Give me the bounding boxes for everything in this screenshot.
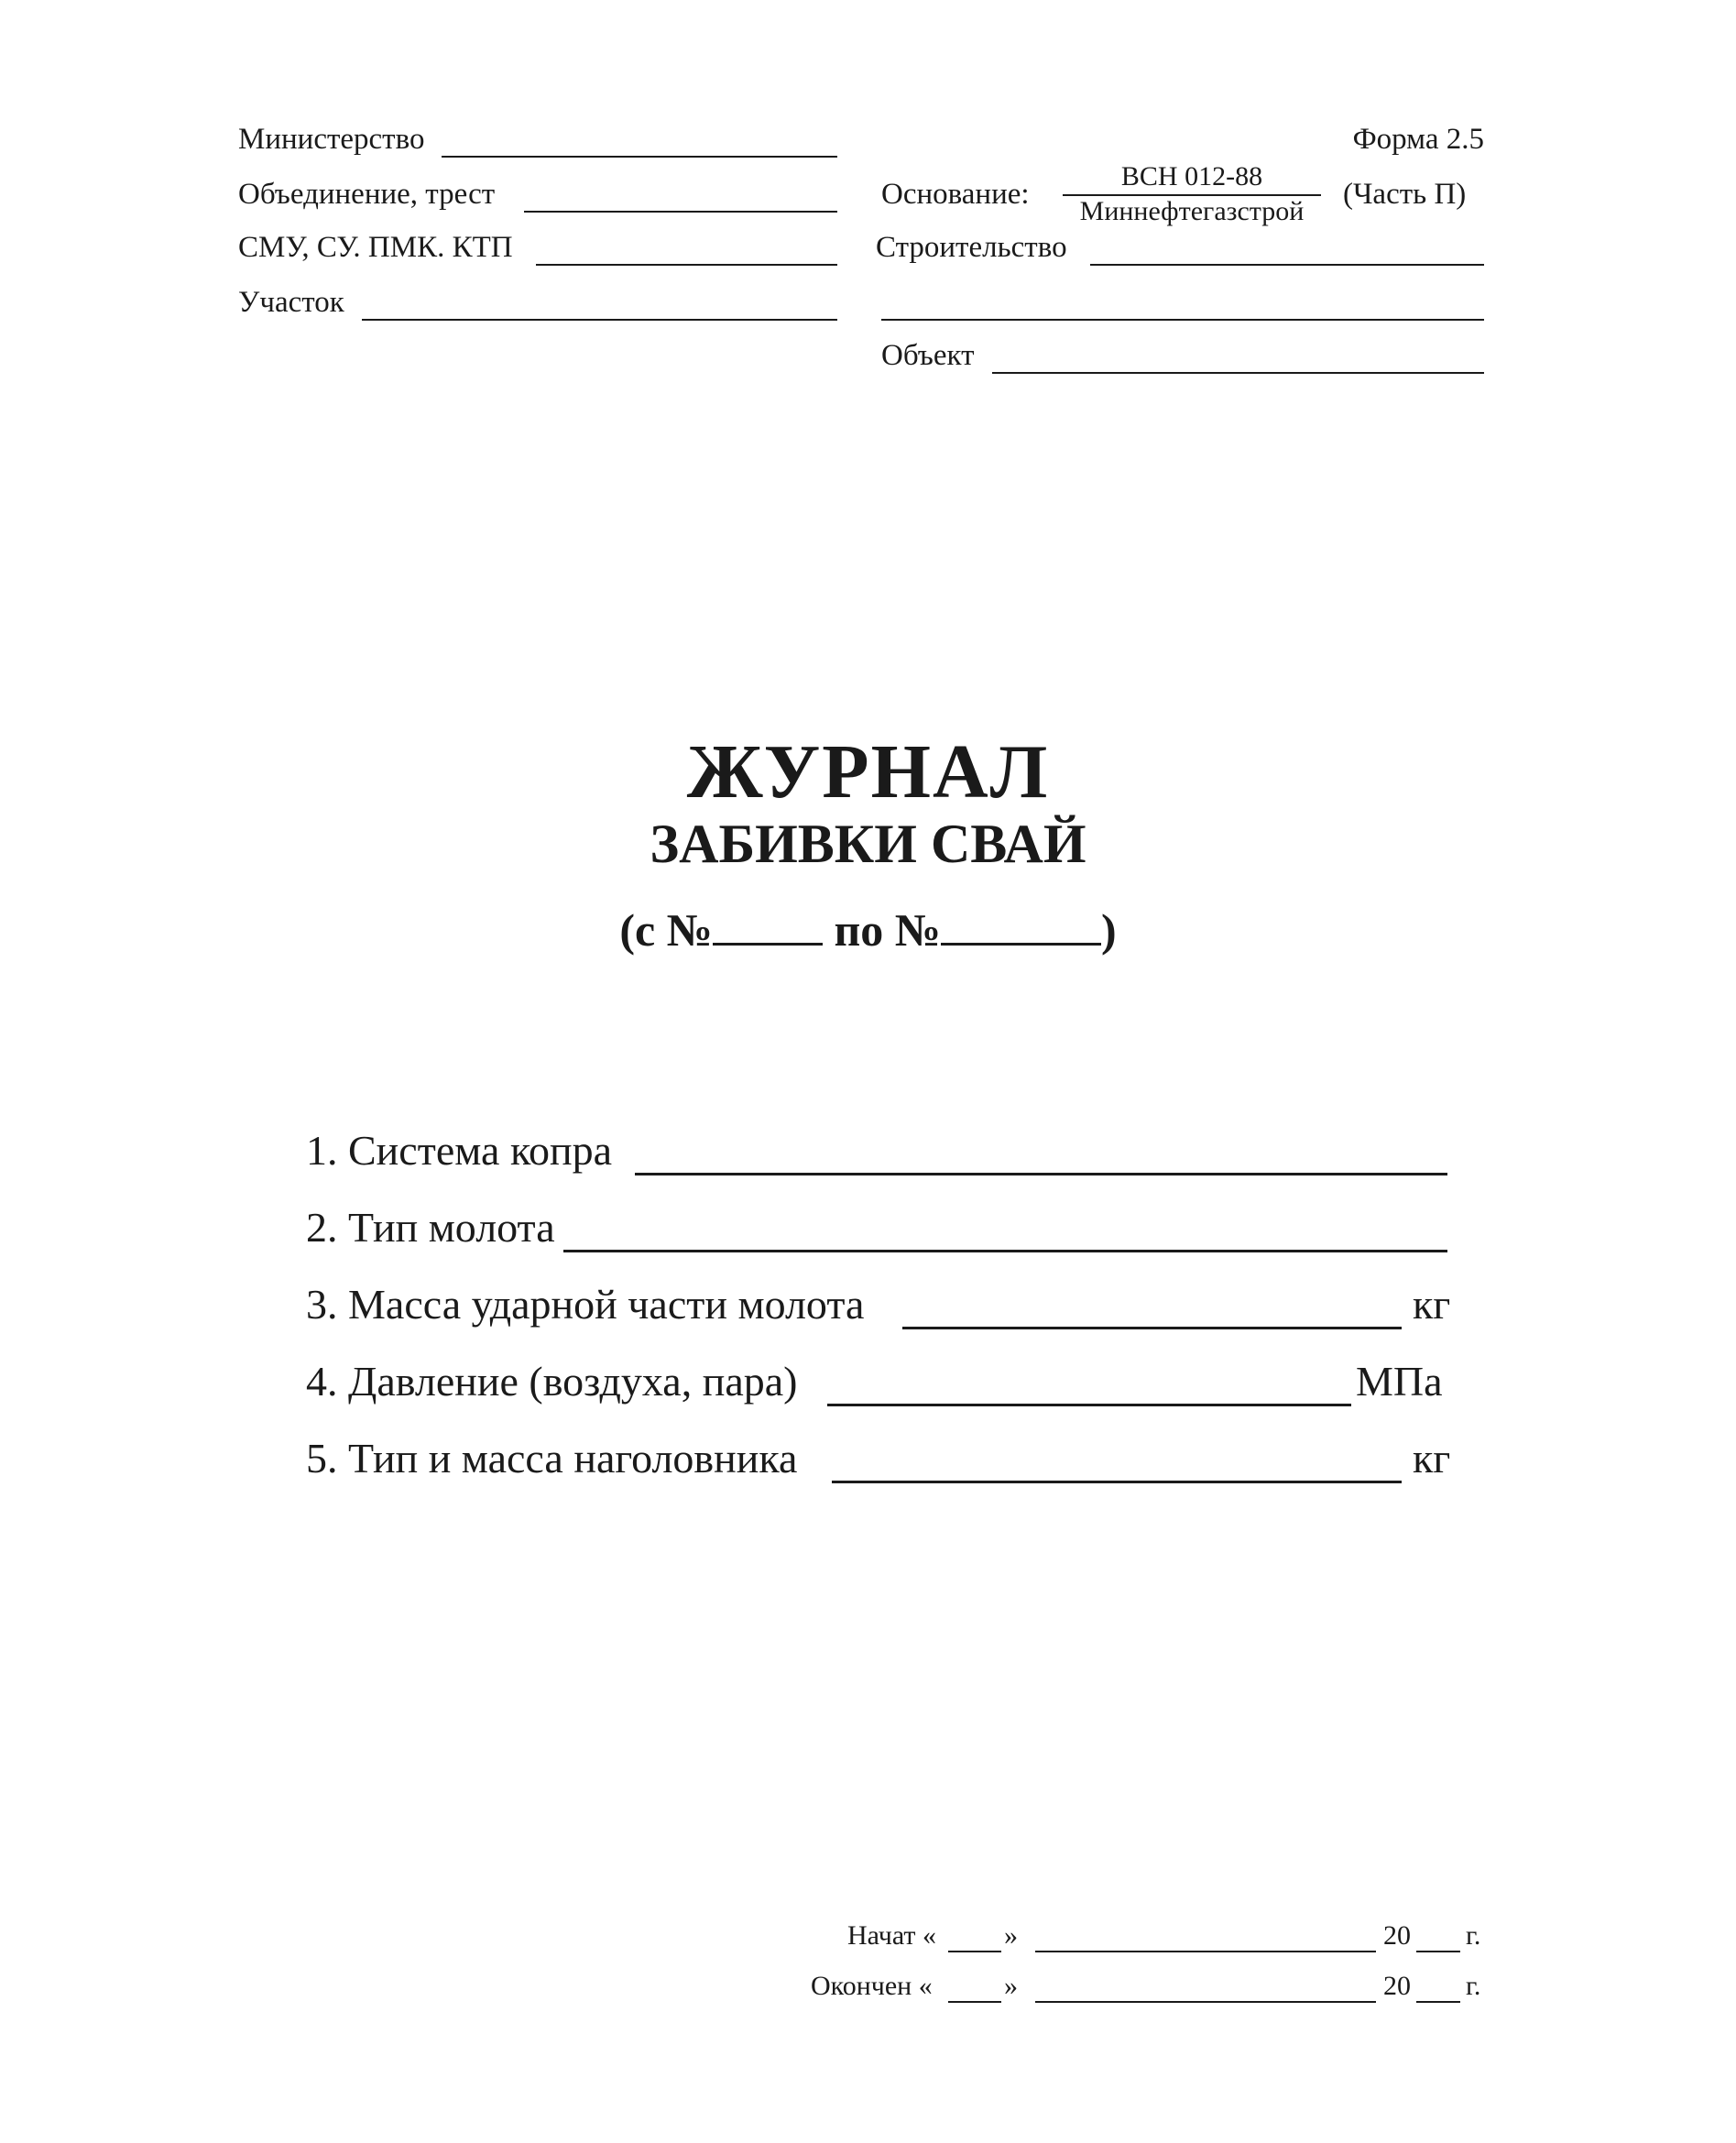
construction-field[interactable] [1090, 264, 1484, 266]
smu-label: СМУ, СУ. ПМК. КТП [238, 231, 513, 264]
hammer-type-field[interactable] [563, 1250, 1447, 1252]
started-month-field[interactable] [1035, 1951, 1376, 1952]
ended-label: Окончен « [811, 1971, 933, 2001]
basis-numerator: ВСН 012-88 [1063, 161, 1321, 196]
pressure-unit: МПа [1356, 1358, 1443, 1405]
object-label: Объект [881, 339, 975, 372]
hammer-mass-field[interactable] [902, 1327, 1402, 1329]
ended-quote-close: » [1004, 1971, 1018, 2001]
cap-type-mass-field[interactable] [832, 1481, 1402, 1483]
started-year-field[interactable] [1416, 1951, 1460, 1952]
range-from-field[interactable] [713, 902, 823, 946]
form-number: Форма 2.5 [1352, 123, 1484, 156]
section-label: Участок [238, 286, 344, 319]
range-to-field[interactable] [941, 902, 1101, 946]
ended-day-field[interactable] [948, 2001, 1001, 2003]
ministry-field[interactable] [442, 156, 837, 158]
basis-denominator: Миннефтегазстрой [1079, 196, 1305, 226]
item-pile-driver-system: 1. Система копра [306, 1127, 612, 1174]
item-pressure: 4. Давление (воздуха, пара) [306, 1358, 798, 1405]
range-mid: по № [834, 904, 941, 956]
item-cap-type-mass: 5. Тип и масса наголовника [306, 1435, 798, 1482]
ministry-label: Министерство [238, 123, 425, 156]
range-close: ) [1101, 904, 1117, 956]
pressure-field[interactable] [827, 1404, 1351, 1406]
smu-field[interactable] [536, 264, 837, 266]
journal-subtitle: ЗАБИВКИ СВАЙ [650, 814, 1086, 874]
object-field[interactable] [992, 372, 1484, 374]
ended-year-prefix: 20 [1383, 1971, 1411, 2001]
ended-month-field[interactable] [1035, 2001, 1376, 2003]
item-hammer-mass: 3. Масса ударной части молота [306, 1281, 865, 1328]
basis-part: (Часть П) [1343, 178, 1467, 211]
basis-fraction [1063, 161, 1321, 227]
basis-label: Основание: [881, 178, 1030, 211]
ended-year-field[interactable] [1416, 2001, 1460, 2003]
pile-number-range [0, 902, 1736, 957]
started-label: Начат « [847, 1920, 937, 1951]
journal-title: ЖУРНАЛ [686, 729, 1050, 815]
pile-driver-system-field[interactable] [635, 1173, 1447, 1175]
cap-type-mass-unit: кг [1413, 1435, 1451, 1482]
association-label: Объединение, трест [238, 178, 496, 211]
started-year-suffix: г. [1466, 1920, 1481, 1951]
item-hammer-type: 2. Тип молота [306, 1204, 555, 1251]
hammer-mass-unit: кг [1413, 1281, 1451, 1328]
range-open: (с № [619, 904, 713, 956]
started-year-prefix: 20 [1383, 1920, 1411, 1951]
association-field[interactable] [524, 211, 837, 213]
construction-field-continued[interactable] [881, 319, 1484, 321]
ended-year-suffix: г. [1466, 1971, 1481, 2001]
section-field[interactable] [362, 319, 837, 321]
construction-label: Строительство [876, 231, 1067, 264]
started-day-field[interactable] [948, 1951, 1001, 1952]
started-quote-close: » [1004, 1920, 1018, 1951]
